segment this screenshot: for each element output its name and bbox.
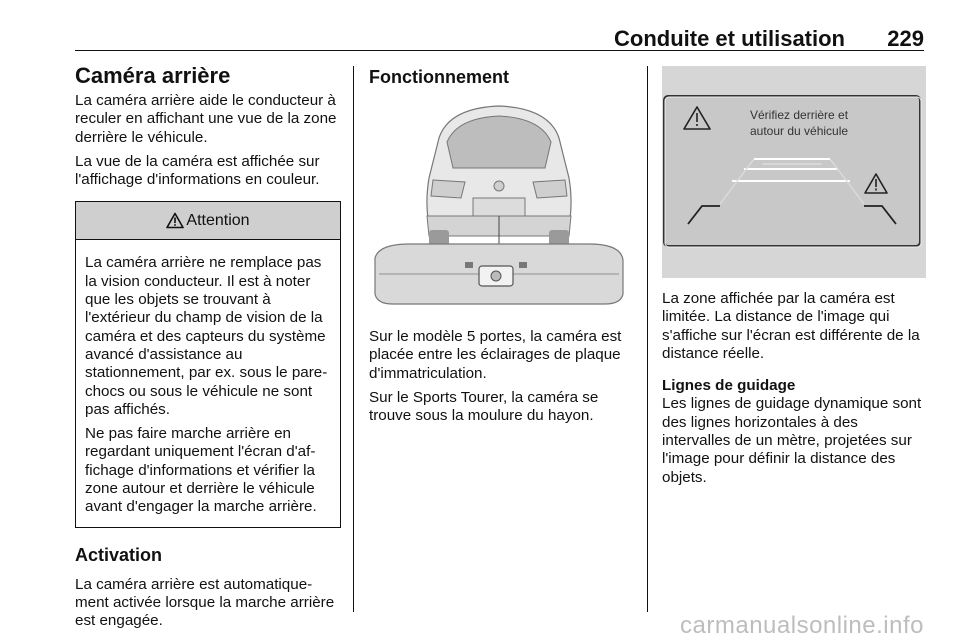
column-2 xyxy=(369,66,635,431)
intro-paragraph-1: La caméra arrière aide le conducteur à reculer en affichant une vue de la zone derrière le véhicule. xyxy=(75,92,337,146)
attention-body xyxy=(76,240,340,526)
attention-box xyxy=(75,201,341,527)
attention-label: Attention xyxy=(186,211,250,229)
page-header-title: Conduite et utilisation xyxy=(614,26,845,51)
operation-paragraph-1: Sur le modèle 5 portes, la caméra est placée entre les éclairages de plaque d'immatriculation. xyxy=(369,328,622,382)
activation-heading: Activation xyxy=(75,544,163,565)
attention-paragraph-1: La caméra arrière ne remplace pas la vision conducteur. Il est à noter que les objets se trouvant à l'extérieur du champ de vision de la caméra et des capteurs du système avancé d'assistance au stationnement, par ex. sous le pare-chocs ou sous le véhicule ne sont pas affichés. xyxy=(85,254,328,418)
activation-paragraph: La caméra arrière est automatique-ment activée lorsque la marche arrière est engagée. xyxy=(75,575,335,630)
rear-car-illustration xyxy=(369,98,629,310)
screen-warning-line-2: autour du véhicule xyxy=(750,124,849,138)
intro-paragraph-2: La vue de la caméra est affichée sur l'affichage d'informations en couleur. xyxy=(75,152,320,189)
camera-display-illustration xyxy=(662,66,926,278)
operation-paragraph-2: Sur le Sports Tourer, la caméra se trouve sous la moulure du hayon. xyxy=(369,388,599,425)
guide-lines-heading: Lignes de guidage xyxy=(662,377,796,395)
screen-warning-line-1: Vérifiez derrière et xyxy=(750,108,849,122)
section-title: Caméra arrière xyxy=(75,63,231,88)
column-3 xyxy=(662,66,926,493)
warning-triangle-icon xyxy=(166,212,184,229)
guide-lines-paragraph: Les lignes de guidage dynamique sont des lignes horizontales à des intervalles de un mètre, projetées sur l'image pour définir la distance des objets. xyxy=(662,395,922,486)
header-rule xyxy=(75,50,924,51)
attention-header xyxy=(76,202,340,240)
display-paragraph: La zone affichée par la caméra est limitée. La distance de l'image qui s'affiche sur l'écran est différente de la distance réelle. xyxy=(662,290,920,362)
column-divider-left xyxy=(353,66,354,612)
fonctionnement-heading: Fonctionnement xyxy=(369,67,509,87)
attention-paragraph-2: Ne pas faire marche arrière en regardant uniquement l'écran d'af-fichage d'informations et vérifier la zone autour et derrière le véhicule avant d'engager la marche arrière. xyxy=(85,425,317,516)
column-1 xyxy=(75,62,341,637)
column-divider-right xyxy=(647,66,648,612)
watermark: carmanualsonline.info xyxy=(680,612,924,639)
page-number: 229 xyxy=(887,26,924,51)
